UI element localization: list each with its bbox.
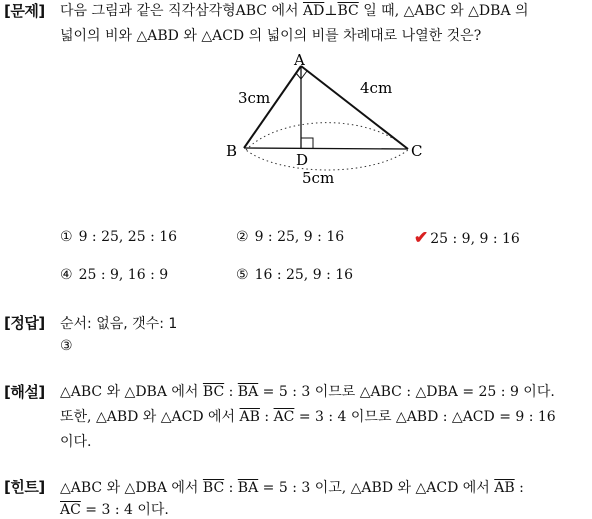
checkmark-icon: ✔ <box>414 228 429 248</box>
segment-ad: $\overline{AD}$ <box>302 3 325 19</box>
explanation-text: 또한, △ABD 와 △ACD 에서 <box>60 409 240 425</box>
perpendicular-symbol: ⊥ <box>324 3 338 19</box>
hint-line-2 <box>60 499 169 519</box>
choice-5[interactable] <box>236 267 353 283</box>
segment-ab: $\overline{AB}$ <box>494 480 515 496</box>
hint-text: = 3 : 4 이다. <box>80 502 169 518</box>
segment-bc: $\overline{BC}$ <box>337 3 359 19</box>
ratio-separator: : <box>224 480 238 496</box>
choice-text: 25 : 9, 9 : 16 <box>430 231 520 247</box>
choice-text: 25 : 9, 16 : 9 <box>78 267 169 283</box>
label-c: C <box>411 142 423 160</box>
segment-bc: $\overline{BC}$ <box>202 480 225 496</box>
explanation-line-3: 이다. <box>60 434 92 450</box>
length-ac: 4cm <box>360 79 393 97</box>
question-line-2: 넓이의 비와 △ABD 와 △ACD 의 넓이의 비를 차례대로 나열한 것은? <box>60 28 482 44</box>
choice-number: ⑤ <box>236 267 249 283</box>
side-bc <box>244 148 408 149</box>
choice-number: ④ <box>60 267 73 283</box>
explanation-tag: [해설] <box>4 383 45 401</box>
segment-ba: $\overline{BA}$ <box>237 384 259 400</box>
length-ab: 3cm <box>238 89 271 107</box>
label-b: B <box>226 142 238 160</box>
choice-4[interactable] <box>60 267 168 283</box>
segment-bc: $\overline{BC}$ <box>202 384 225 400</box>
segment-ba: $\overline{BA}$ <box>237 480 259 496</box>
explanation-text: = 3 : 4 이므로 △ABD : △ACD = 9 : 16 <box>294 409 556 425</box>
explanation-text: △ABC 와 △DBA 에서 <box>60 384 203 400</box>
side-ab <box>244 66 301 148</box>
hint-text: = 5 : 3 이고, △ABD 와 △ACD 에서 <box>258 480 495 496</box>
hint-text: : <box>514 480 524 496</box>
length-bc: 5cm <box>302 169 335 187</box>
segment-ac: $\overline{AC}$ <box>273 409 295 425</box>
hint-line-1 <box>60 477 524 497</box>
answer-tag: [정답] <box>4 314 45 332</box>
segment-ab: $\overline{AB}$ <box>239 409 260 425</box>
label-d: D <box>296 151 309 169</box>
ratio-separator: : <box>224 384 238 400</box>
hint-tag: [힌트] <box>4 478 45 496</box>
triangle-figure <box>220 52 440 187</box>
answer-value: ③ <box>60 338 73 354</box>
segment-ac: $\overline{AC}$ <box>60 502 81 518</box>
explanation-line-2 <box>60 406 556 426</box>
label-a: A <box>294 52 305 69</box>
right-angle-mark-d <box>301 138 313 148</box>
problem-tag: [문제] <box>4 2 45 20</box>
explanation-text: = 5 : 3 이므로 △ABC : △DBA = 25 : 9 이다. <box>258 384 555 400</box>
question-text: 일 때, △ABC 와 △DBA 의 <box>358 3 529 19</box>
choice-number: ② <box>236 229 249 245</box>
answer-meta: 순서: 없음, 갯수: 1 <box>60 316 178 332</box>
question-text: 다음 그림과 같은 직각삼각형ABC 에서 <box>60 3 303 19</box>
choice-3[interactable] <box>414 228 520 248</box>
ratio-separator: : <box>259 409 274 425</box>
question-line-1 <box>60 0 529 20</box>
choice-text: 9 : 25, 25 : 16 <box>78 229 178 245</box>
choice-1[interactable] <box>60 229 177 245</box>
explanation-line-1 <box>60 381 555 401</box>
choice-number: ① <box>60 229 73 245</box>
hint-text: △ABC 와 △DBA 에서 <box>60 480 203 496</box>
choice-2[interactable] <box>236 229 344 245</box>
choice-text: 9 : 25, 9 : 16 <box>254 229 345 245</box>
choice-text: 16 : 25, 9 : 16 <box>254 267 354 283</box>
